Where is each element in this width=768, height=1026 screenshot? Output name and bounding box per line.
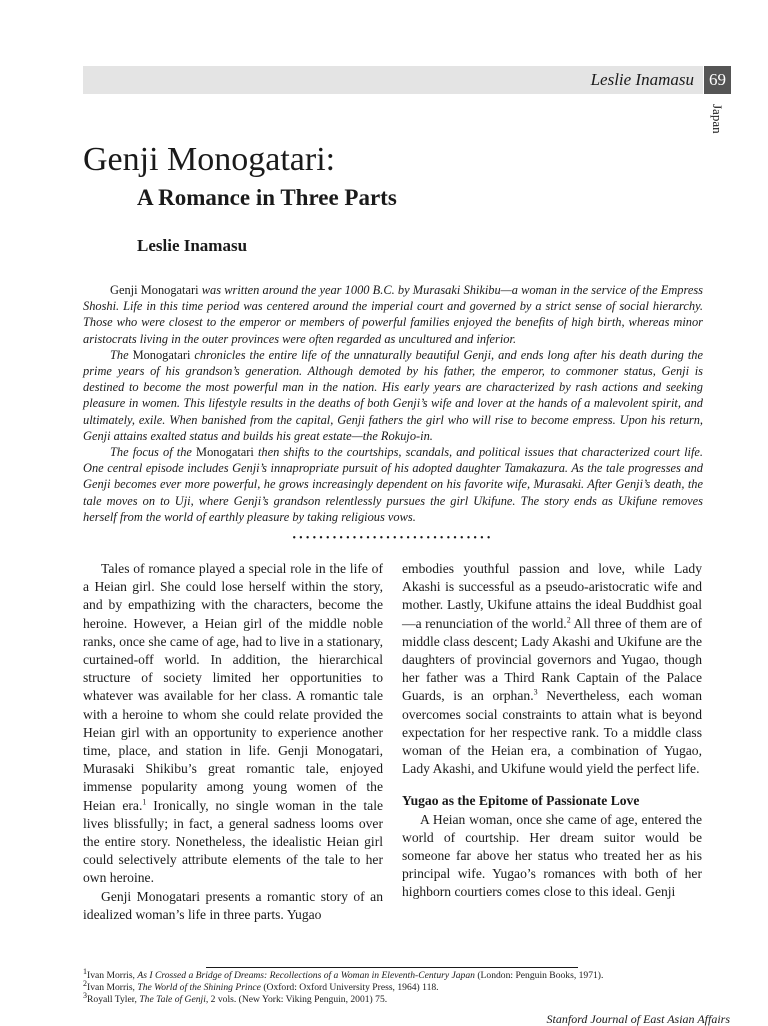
abstract-paragraph: Genji Monogatari was written around the year 1000 B.C. by Murasaki Shikibu—a woman in the service of the Empress Shoshi. Life in this time period was centered around the imperial court and governed by a strict sense of social hierarchy. Those who were closest to the emperor or members of powerful families enjoyed the benefits of high birth, whereas minor aristocrats living in the outer provinces were often regarded as uncultured and inferior. [83, 283, 703, 346]
body-paragraph: embodies youthful passion and love, while Lady Akashi is successful as a pseudo-aristocratic wife and mother. Lastly, Ukifune attains the ideal Buddhist goal—a renunciation of the world.$^2$ All three of them are of middle class descent; Lady Akashi and Ukifune are the daughters of provincial governors and Yugao, though her father was a Third Rank Captain of the Palace Guards, is an orphan.$^3$ Nevertheless, each woman overcomes social constraints to attain what is beyond expectation for her respective rank. To a middle class woman of the Heian era, a combination of Yugao, Lady Akashi, and Ukifune would yield the perfect life. [402, 561, 702, 777]
body-column-left [83, 560, 383, 924]
section-divider: •••••••••••••••••••••••••••••• [292, 533, 494, 544]
body-paragraph: Tales of romance played a special role in the life of a Heian girl. She could lose herself within the story, and by empathizing with the characters, become the heroine. However, a Heian girl of the middle noble ranks, once she came of age, had to live in a stationary, curtained-off world. In addition, the hierarchical structure of society limited her opportunities to whatever was available for her class. A romantic tale with a heroine to whom she could relate provided the Heian girl with an opportunity to experience another time, place, and station in life. Genji Monogatari, Murasaki Shikibu’s great romantic tale, enjoyed immense popularity among young women of the Heian era.$^1$ Ironically, no single woman in the tale lives blissfully; in fact, a general sadness looms over the entire story. Nonetheless, the idealistic Heian girl could selectively attribute elements of the tale to her own heroine. [83, 561, 384, 886]
article-author: Leslie Inamasu [137, 236, 248, 255]
running-header-author: Leslie Inamasu [590, 70, 694, 89]
work-title: Monogatari [132, 347, 191, 362]
footnote-ref: 3 [533, 687, 538, 697]
body-paragraph: Genji Monogatari presents a romantic story of an idealized woman’s life in three parts. Yugao [83, 888, 383, 922]
footnote-ref: 1 [142, 797, 147, 807]
abstract [83, 282, 703, 525]
abstract-paragraph: The focus of the Monogatari then shifts to the courtships, scandals, and political issues that characterized court life. One central episode includes Genji’s innapropriate pursuit of his adopted daughter Tamakazura. As the tale progresses and Genji becomes ever more powerful, he grows increasingly dependent on his favorite wife, Murasaki. After Genji’s death, the tale moves on to Uji, where Genji’s grandson relentlessly pursues the girl Ukifune. The story ends as Ukifune removes herself from the world of earthly pleasure by taking religious vows. [83, 445, 703, 524]
section-label: Japan [710, 104, 725, 134]
footnote: $^2$Ivan Morris, The World of the Shining Prince (Oxford: Oxford University Press, 1964) 118. [83, 979, 439, 994]
footnotes [83, 966, 723, 1007]
work-title: Genji Monogatari [110, 283, 199, 297]
abstract-paragraph: The Monogatari chronicles the entire life of the unnaturally beautiful Genji, and ends long after his death during the prime years of his grandson’s generation. Although demoted by his father, the emperor, to commoner status, Genji is destined to become the most powerful man in the nation. His early years are characterized by rash actions and seeking pleasure in women. This lifestyle results in the deaths of both Genji’s wife and lover at the hands of a malevolent spirit, and ultimately, exile. When banished from the capital, Genji fathers the girl who will rise to become empress. Upon his return, Genji attains exalted status and builds his great estate—the Rokujo-in. [83, 347, 703, 443]
footnote-ref: 2 [566, 615, 571, 625]
footnote: $^3$Royall Tyler, The Tale of Genji, 2 vols. (New York: Viking Penguin, 2001) 75. [83, 991, 388, 1006]
page-number: 69 [704, 66, 731, 94]
article-title: Genji Monogatari: [83, 141, 336, 178]
work-title: Monogatari [196, 445, 254, 460]
journal-footer: Stanford Journal of East Asian Affairs [546, 1012, 730, 1026]
section-heading: Yugao as the Epitome of Passionate Love [402, 793, 640, 809]
article-subtitle: A Romance in Three Parts [137, 185, 397, 210]
body-paragraph: A Heian woman, once she came of age, entered the world of courtship. Her dream suitor would be someone far above her status who treated her as his principal wife. Yugao’s romances with both of her highborn courtiers comes close to this ideal. Genji [402, 811, 702, 900]
footnote-rule [206, 967, 578, 968]
body-column-right [402, 560, 702, 902]
footnote: $^1$Ivan Morris, As I Crossed a Bridge of Dreams: Recollections of a Woman in Eleventh-Century Japan (London: Penguin Books, 1971). [83, 966, 604, 981]
